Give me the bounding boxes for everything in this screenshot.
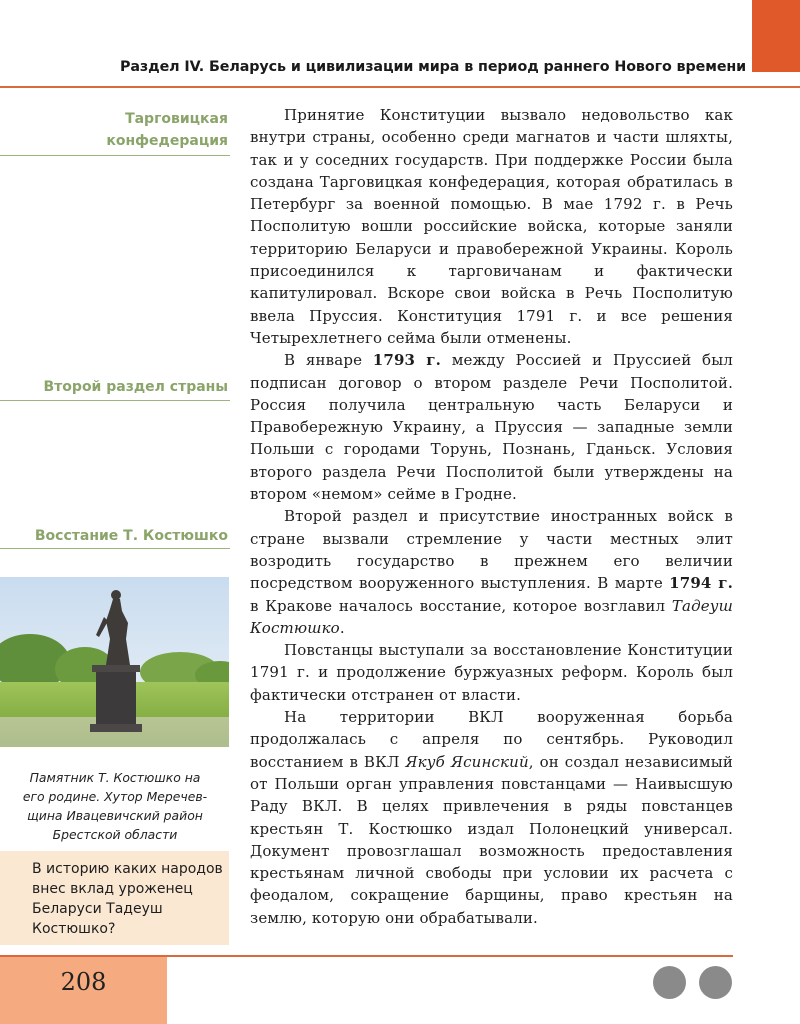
person-jasinski: Якуб Ясинский: [405, 752, 529, 771]
paragraph: Второй раздел и присутствие иностранных войск в стране вызвали стремление у части местных элит возродить государство в прежнем его величии посредством вооруженного выступления. В марте 1794 г. в Кракове началось восстание, которое возглавил Тадеуш Костюшко.: [250, 507, 733, 637]
sidebar-heading-uprising: Восстание Т. Костюшко: [34, 528, 228, 544]
caption-line: щина Ивацевичский район: [27, 808, 203, 823]
decorative-circle-icon: [699, 966, 732, 999]
review-question: В историю каких народов внес вклад уроженец Беларуси Тадеуш Костюшко?: [32, 861, 223, 937]
sidebar-divider: [0, 155, 230, 156]
caption-line: его родине. Хутор Меречев-: [22, 789, 208, 804]
sidebar-heading-line: Тарговицкая: [125, 111, 228, 127]
header-divider: [0, 86, 800, 88]
sidebar-heading-targowica: [0, 108, 228, 152]
paragraph: Повстанцы выступали за восстановление Конституции 1791 г. и продолжение буржуазных реформ. Король был фактически отстранен от власти.: [250, 641, 733, 704]
page-number: 208: [60, 968, 107, 996]
caption-line: Памятник Т. Костюшко на: [29, 770, 201, 785]
decorative-circle-icon: [653, 966, 686, 999]
sidebar-divider: [0, 400, 230, 401]
paragraph: Принятие Конституции вызвало недовольство как внутри страны, особенно среди магнатов и части шляхты, так и у соседних государств. При поддержке России была создана Тарговицкая конфедерация, которая обратилась в Петербург за военной помощью. В мае 1792 г. в Речь Посполитую вошли российские войска, которые заняли территорию Беларуси и правобережной Украины. Король присоединился к тарговичанам и фактически капитулировал. Вскоре свои войска в Речь Посполитую ввела Пруссия. Конституция 1791 г. и все решения Четырехлетнего сейма были отменены.: [250, 106, 733, 347]
sidebar-heading-line: конфедерация: [106, 133, 228, 149]
photo-caption: [0, 768, 230, 844]
person-kosciuszko: Тадеуш Костюшко: [250, 596, 733, 637]
monument-photo: [0, 577, 229, 747]
paragraph: В январе 1793 г. между Россией и Пруссией был подписан договор о втором разделе Речи Посполитой. Россия получила центральную часть Беларуси и Правобережную Украину, а Пруссия — западные земли Польши с городами Торунь, Познань, Гданьск. Условия второго раздела Речи Посполитой были утверждены на втором «немом» сейме в Гродне.: [250, 351, 733, 504]
header-accent-tab: [752, 0, 800, 72]
caption-line: Брестской области: [52, 827, 178, 842]
section-title: Раздел IV. Беларусь и цивилизации мира в период раннего Нового времени: [120, 59, 747, 75]
sidebar-divider: [0, 548, 230, 549]
main-text: [250, 104, 733, 929]
sidebar-heading-second-partition: Второй раздел страны: [43, 379, 228, 395]
year-1794: 1794 г.: [669, 574, 733, 593]
year-1793: 1793 г.: [372, 351, 442, 370]
paragraph: На территории ВКЛ вооруженная борьба продолжалась с апреля по сентябрь. Руководил восстанием в ВКЛ Якуб Ясинский, он создал независимый от Польши орган управления повстанцами — Наивысшую Раду ВКЛ. В целях привлечения в ряды повстанцев крестьян Т. Костюшко издал Полонецкий универсал. Документ провозглашал возможность предоставления крестьянам личной свободы при условии их расчета с феодалом, сокращение барщины, право крестьян на землю, которую они обрабатывали.: [250, 708, 733, 927]
